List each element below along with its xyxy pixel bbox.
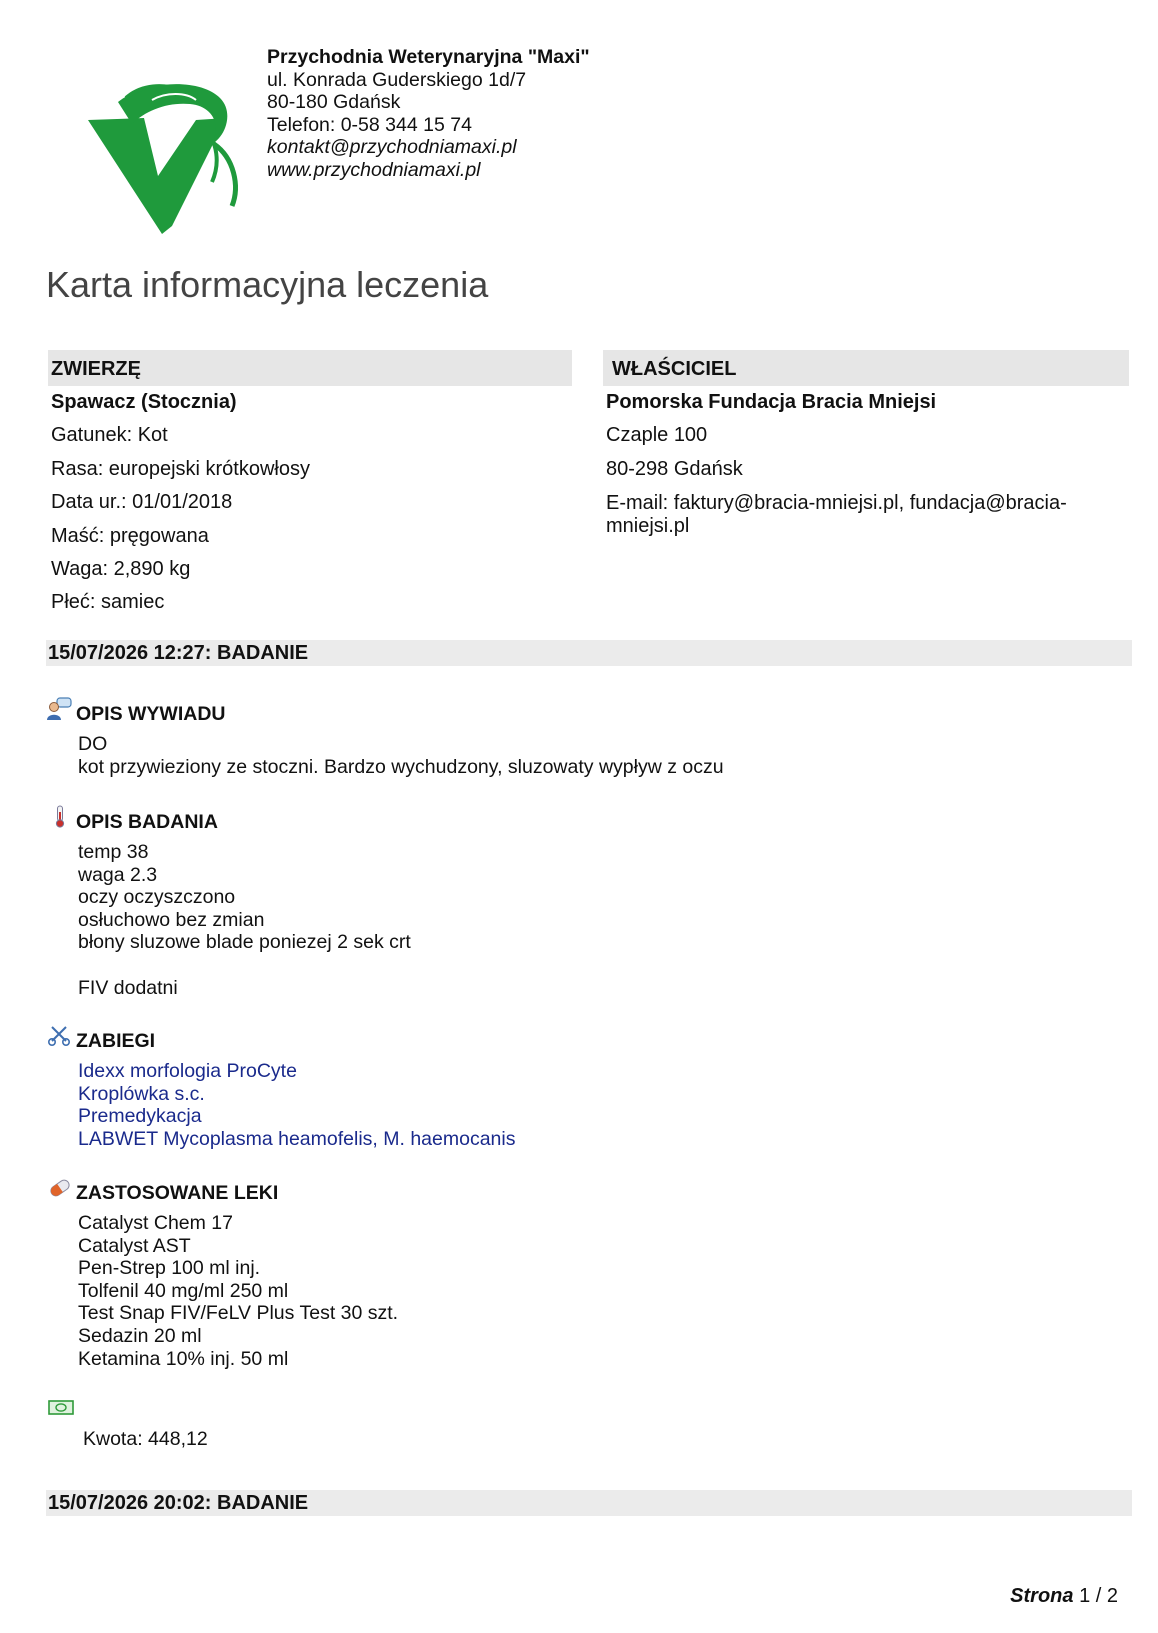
drug-item: Tolfenil 40 mg/ml 250 ml: [78, 1279, 289, 1302]
exam-text: [78, 841, 411, 999]
procedure-item: Kroplówka s.c.: [78, 1082, 205, 1105]
page-label: Strona: [1010, 1585, 1074, 1607]
owner-city: 80-298 Gdańsk: [606, 457, 743, 480]
drug-item: Pen-Strep 100 ml inj.: [78, 1257, 261, 1280]
thermometer-icon: [54, 805, 66, 829]
exam-line: osłuchowo bez zmian: [78, 908, 265, 931]
exam-line: oczy oczyszczono: [78, 886, 236, 909]
animal-species: Gatunek: Kot: [51, 424, 168, 447]
owner-name: Pomorska Fundacja Bracia Mniejsi: [606, 391, 937, 413]
page-total: / 2: [1095, 1585, 1118, 1607]
interview-line: DO: [78, 733, 108, 755]
interview-line: kot przywieziony ze stoczni. Bardzo wychudzony, sluzowaty wypływ z oczu: [78, 755, 724, 778]
exam-line: temp 38: [78, 841, 149, 863]
clinic-city: 80-180 Gdańsk: [267, 91, 401, 114]
interview-title: OPIS WYWIADU: [76, 703, 226, 725]
animal-weight: Waga: 2,890 kg: [51, 558, 191, 581]
procedures-title: ZABIEGI: [76, 1030, 156, 1052]
owner-section: [603, 350, 1129, 538]
visit-header: 15/07/2026 12:27: BADANIE: [46, 640, 1132, 666]
animal-section: [48, 350, 572, 620]
clinic-name: Przychodnia Weterynaryjna "Maxi": [267, 46, 590, 68]
scissors-icon: [48, 1025, 72, 1047]
interview-text: [78, 733, 724, 778]
exam-line: [78, 954, 411, 977]
pill-icon: [48, 1177, 72, 1199]
exam-line: waga 2.3: [78, 863, 158, 886]
clinic-header: [267, 46, 590, 182]
exam-title: OPIS BADANIA: [76, 811, 218, 833]
clinic-email-link[interactable]: kontakt@przychodniamaxi.pl: [267, 136, 517, 159]
owner-street: Czaple 100: [606, 424, 708, 447]
owner-email: E-mail: faktury@bracia-mniejsi.pl, fundacja@bracia-mniejsi.pl: [606, 492, 1067, 538]
animal-sex: Płeć: samiec: [51, 591, 165, 614]
drug-item: Catalyst AST: [78, 1234, 191, 1257]
owner-header: WŁAŚCICIEL: [603, 350, 1129, 386]
banknote-icon: [48, 1400, 74, 1415]
clinic-logo: [88, 84, 248, 234]
page-current: 1: [1079, 1585, 1091, 1607]
animal-dob: Data ur.: 01/01/2018: [51, 491, 233, 514]
drug-item: Ketamina 10% inj. 50 ml: [78, 1347, 289, 1370]
drug-item: Test Snap FIV/FeLV Plus Test 30 szt.: [78, 1302, 399, 1325]
clinic-website-link[interactable]: www.przychodniamaxi.pl: [267, 158, 481, 181]
clinic-street: ul. Konrada Guderskiego 1d/7: [267, 68, 527, 91]
amount-text: Kwota: 448,12: [83, 1428, 208, 1450]
procedure-item: Premedykacja: [78, 1105, 202, 1128]
person-speech-icon: [46, 697, 72, 721]
drugs-list: [78, 1212, 398, 1370]
page-title: Karta informacyjna leczenia: [46, 264, 489, 305]
page-indicator: [1010, 1585, 1118, 1608]
drug-item: Catalyst Chem 17: [78, 1212, 233, 1234]
animal-breed: Rasa: europejski krótkowłosy: [51, 457, 310, 480]
procedures-list: [78, 1060, 515, 1150]
animal-name: Spawacz (Stocznia): [51, 391, 237, 413]
exam-line: FIV dodatni: [78, 976, 178, 999]
animal-color: Maść: pręgowana: [51, 524, 209, 547]
procedure-item: Idexx morfologia ProCyte: [78, 1060, 297, 1082]
exam-line: błony sluzowe blade poniezej 2 sek crt: [78, 931, 411, 954]
visit-header: 15/07/2026 20:02: BADANIE: [46, 1490, 1132, 1516]
clinic-phone: Telefon: 0-58 344 15 74: [267, 113, 472, 136]
animal-header: ZWIERZĘ: [48, 350, 572, 386]
drug-item: Sedazin 20 ml: [78, 1324, 202, 1347]
drugs-title: ZASTOSOWANE LEKI: [76, 1182, 279, 1204]
procedure-item: LABWET Mycoplasma heamofelis, M. haemocanis: [78, 1127, 516, 1150]
